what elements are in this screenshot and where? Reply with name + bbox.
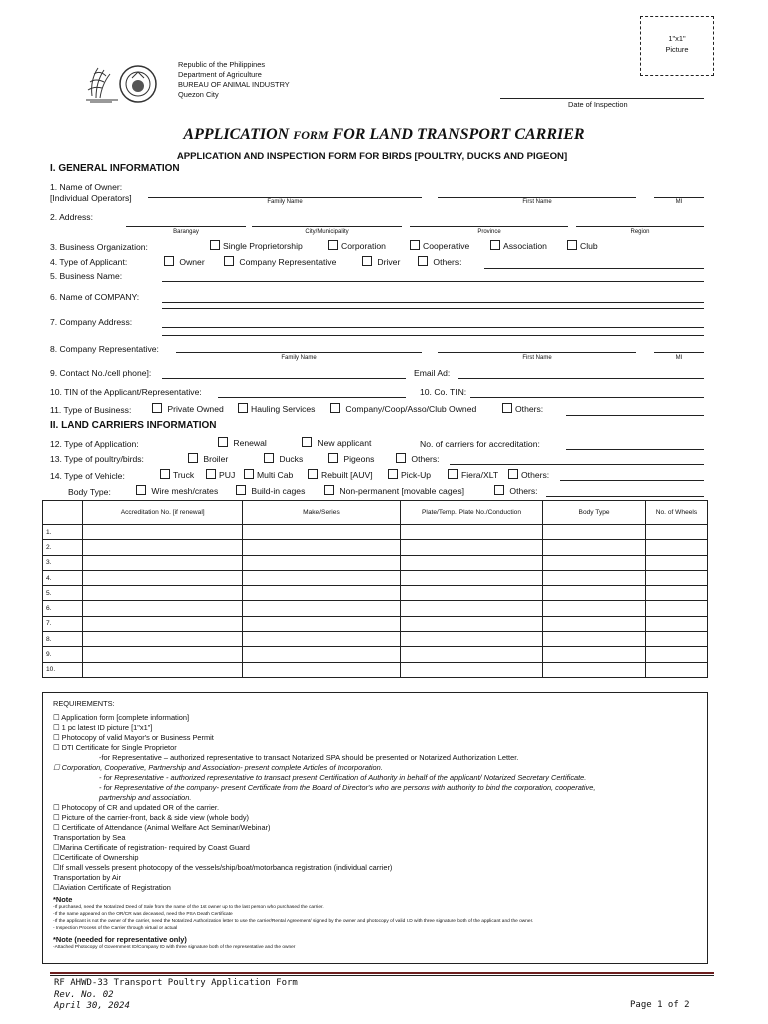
- owner-mi-field[interactable]: [654, 197, 704, 198]
- checkbox-icon: [328, 453, 338, 463]
- owner-name-sublabel: [Individual Operators]: [50, 193, 132, 203]
- form-title: APPLICATION FORM FOR LAND TRANSPORT CARRIER: [183, 126, 585, 143]
- table-row: [43, 525, 708, 540]
- note-heading: *Note: [53, 895, 73, 904]
- poultry-type-label: 13. Type of poultry/birds:: [50, 454, 144, 464]
- req-item: ☐ Photocopy of CR and updated OR of the carrier.: [53, 803, 220, 812]
- cell-make[interactable]: [243, 525, 401, 540]
- cell-wheels[interactable]: [645, 601, 707, 616]
- note-item: -If purchased, need the Notarized Deed of Sale from the name of the 1st owner up to the last person who purchased the carrier.: [53, 905, 324, 910]
- table-header-body: Body Type: [543, 501, 646, 525]
- table-header-index: [43, 501, 83, 525]
- vehicle-pickup[interactable]: Pick-Up: [388, 469, 431, 480]
- checkbox-icon: [264, 453, 274, 463]
- city-caption: City/Municipality: [305, 229, 349, 235]
- cell-accreditation[interactable]: [83, 647, 243, 662]
- date-of-inspection-line[interactable]: [500, 98, 704, 99]
- row-number: 5.: [43, 586, 83, 601]
- checkbox-icon: [448, 469, 458, 479]
- num-carriers-field[interactable]: [566, 449, 704, 450]
- business-name-label: 5. Business Name:: [50, 271, 123, 281]
- checkbox-icon: [308, 469, 318, 479]
- poultry-others-field[interactable]: [450, 464, 704, 465]
- applicant-owner[interactable]: Owner: [164, 256, 205, 267]
- cell-body[interactable]: [543, 632, 646, 647]
- cell-body[interactable]: [543, 662, 646, 677]
- cell-accreditation[interactable]: [83, 555, 243, 570]
- body-others-field[interactable]: [546, 496, 704, 497]
- cell-make[interactable]: [243, 586, 401, 601]
- poultry-ducks[interactable]: Ducks: [264, 453, 303, 464]
- vehicle-rebuilt[interactable]: Rebuilt [AUV]: [308, 469, 373, 480]
- republic-text: Republic of the Philippines: [178, 60, 266, 69]
- body-non-permanent[interactable]: Non-permanent [movable cages]: [324, 485, 464, 496]
- department-text: Department of Agriculture: [178, 70, 262, 79]
- business-others[interactable]: Others:: [502, 403, 543, 414]
- row-number: 7.: [43, 616, 83, 631]
- checkbox-icon: [236, 485, 246, 495]
- land-carriers-heading: II. LAND CARRIERS INFORMATION: [50, 420, 217, 431]
- row-number: 3.: [43, 555, 83, 570]
- table-header-plate: Plate/Temp. Plate No./Conduction: [400, 501, 542, 525]
- checkbox-icon: [502, 403, 512, 413]
- req-item: ☐ DTI Certificate for Single Proprietor: [53, 743, 177, 752]
- cell-wheels[interactable]: [645, 616, 707, 631]
- checkbox-icon: [136, 485, 146, 495]
- applicant-type-label: 4. Type of Applicant:: [50, 257, 128, 267]
- cell-plate[interactable]: [400, 632, 542, 647]
- table-row: [43, 616, 708, 631]
- cell-accreditation[interactable]: [83, 616, 243, 631]
- owner-first-name-field[interactable]: [438, 197, 636, 198]
- owner-family-name-field[interactable]: [148, 197, 422, 198]
- company-address-field[interactable]: [162, 327, 704, 328]
- tin-field[interactable]: [218, 397, 406, 398]
- req-item: ☐ 1 pc latest ID picture [1"x1"]: [53, 723, 153, 732]
- checkbox-icon: [218, 437, 228, 447]
- vehicle-type-label: 14. Type of Vehicle:: [50, 471, 125, 481]
- vehicle-puj[interactable]: PUJ: [206, 469, 235, 480]
- footer-rev: Rev. No. 02: [54, 990, 114, 1000]
- note-item: - Inspection Process of the Carrier through virtual or actual: [53, 926, 178, 931]
- cell-wheels[interactable]: [645, 647, 707, 662]
- vehicle-multicab[interactable]: Multi Cab: [244, 469, 293, 480]
- cell-wheels[interactable]: [645, 570, 707, 585]
- business-org-label: 3. Business Organization:: [50, 242, 148, 252]
- requirements-heading: REQUIREMENTS:: [53, 699, 115, 708]
- cell-body[interactable]: [543, 647, 646, 662]
- checkbox-icon: [188, 453, 198, 463]
- req-item: ☐ Certificate of Attendance (Animal Welfare Act Seminar/Webinar): [53, 823, 271, 832]
- cell-plate[interactable]: [400, 662, 542, 677]
- table-row: [43, 570, 708, 585]
- footer-divider: [50, 972, 714, 974]
- vehicle-fiera[interactable]: Fiera/XLT: [448, 469, 498, 480]
- owner-family-name-caption: Family Name: [267, 199, 303, 205]
- cell-body[interactable]: [543, 586, 646, 601]
- picture-box[interactable]: [640, 16, 714, 76]
- cell-plate[interactable]: [400, 586, 542, 601]
- picture-size: 1"x1": [668, 34, 686, 43]
- checkbox-icon: [494, 485, 504, 495]
- org-club[interactable]: Club: [567, 240, 598, 251]
- application-new[interactable]: New applicant: [302, 437, 371, 448]
- org-association[interactable]: Association: [490, 240, 547, 251]
- checkbox-icon: [418, 256, 428, 266]
- req-item: -for Representative – authorized representative to transact Notarized SPA should be presented or Notarized Authorization Letter.: [99, 753, 519, 762]
- req-item: - for Representative - authorized representative to transact present Certification of Authority in behalf of the applicant/ Notarized Secretary Certificate.: [99, 773, 587, 782]
- region-field[interactable]: [576, 226, 704, 227]
- contact-field[interactable]: [162, 378, 406, 379]
- note2-item: -Attached Photocopy of Government ID/Company ID with three signature both of the representative and the owner: [53, 945, 296, 950]
- note-item: -If the name appeared on the OR/CR was deceased, need the PSA Death Certificate: [53, 912, 233, 917]
- cell-make[interactable]: [243, 601, 401, 616]
- checkbox-icon: [328, 240, 338, 250]
- company-address-label: 7. Company Address:: [50, 317, 133, 327]
- rep-first-name-caption: First Name: [522, 355, 552, 361]
- cell-make[interactable]: [243, 570, 401, 585]
- owner-mi-caption: MI: [675, 199, 683, 205]
- checkbox-icon: [388, 469, 398, 479]
- poultry-others[interactable]: Others:: [396, 453, 440, 464]
- table-row: [43, 540, 708, 555]
- rep-mi-caption: MI: [675, 355, 683, 361]
- vehicle-others-field[interactable]: [560, 480, 704, 481]
- checkbox-icon: [206, 469, 216, 479]
- row-number: 10.: [43, 662, 83, 677]
- checkbox-icon: [362, 256, 372, 266]
- cell-wheels[interactable]: [645, 632, 707, 647]
- contact-label: 9. Contact No./cell phone]:: [50, 368, 152, 378]
- picture-label: Picture: [665, 45, 689, 54]
- req-item: ☐If small vessels present photocopy of the vessels/ship/boat/motorbanca registration (individual carrier): [53, 863, 393, 872]
- owner-first-name-caption: First Name: [522, 199, 552, 205]
- req-item: ☐ Corporation, Cooperative, Partnership and Association- present complete Articles of Incorporation.: [53, 763, 383, 772]
- form-subtitle: APPLICATION AND INSPECTION FORM FOR BIRDS [POULTRY, DUCKS AND PIGEON]: [176, 151, 568, 162]
- co-tin-field[interactable]: [470, 397, 704, 398]
- cell-plate[interactable]: [400, 601, 542, 616]
- body-type-label: Body Type:: [68, 487, 111, 497]
- city-field[interactable]: [252, 226, 402, 227]
- row-number: 8.: [43, 632, 83, 647]
- rep-family-name-field[interactable]: [176, 352, 422, 353]
- org-corporation[interactable]: Corporation: [328, 240, 386, 251]
- vehicle-truck[interactable]: Truck: [160, 469, 194, 480]
- table-header-accreditation: Accreditation No. [if renewal]: [83, 501, 243, 525]
- bai-logo: [84, 60, 164, 106]
- company-rep-label: 8. Company Representative:: [50, 344, 159, 354]
- cell-make[interactable]: [243, 662, 401, 677]
- general-info-heading: I. GENERAL INFORMATION: [50, 163, 180, 174]
- bai-seal-icon: [84, 60, 164, 106]
- cell-body[interactable]: [543, 525, 646, 540]
- table-row: [43, 586, 708, 601]
- req-item: ☐Certificate of Ownership: [53, 853, 139, 862]
- cell-accreditation[interactable]: [83, 601, 243, 616]
- email-field[interactable]: [458, 378, 704, 379]
- body-others[interactable]: Others:: [494, 485, 538, 496]
- owner-name-label: 1. Name of Owner:: [50, 182, 123, 192]
- business-hauling[interactable]: Hauling Services: [238, 403, 315, 414]
- checkbox-icon: [396, 453, 406, 463]
- cell-make[interactable]: [243, 616, 401, 631]
- date-of-inspection-label: Date of Inspection: [568, 100, 628, 109]
- business-name-field[interactable]: [162, 281, 704, 282]
- cell-wheels[interactable]: [645, 555, 707, 570]
- cell-body[interactable]: [543, 601, 646, 616]
- checkbox-icon: [302, 437, 312, 447]
- checkbox-icon: [490, 240, 500, 250]
- cell-accreditation[interactable]: [83, 632, 243, 647]
- row-number: 6.: [43, 601, 83, 616]
- org-cooperative[interactable]: Cooperative: [410, 240, 469, 251]
- req-item: ☐ Photocopy of valid Mayor's or Business Permit: [53, 733, 214, 742]
- city-text: Quezon City: [178, 90, 219, 99]
- table-row: [43, 632, 708, 647]
- barangay-field[interactable]: [126, 226, 246, 227]
- footer-date: April 30, 2024: [54, 1001, 130, 1011]
- req-item: ☐Marina Certificate of registration- required by Coast Guard: [53, 843, 250, 852]
- applicant-company-rep[interactable]: Company Representative: [224, 256, 336, 267]
- checkbox-icon: [324, 485, 334, 495]
- req-subheading: Transportation by Air: [53, 873, 121, 882]
- company-name-label: 6. Name of COMPANY:: [50, 292, 140, 302]
- requirements-box: [42, 692, 708, 964]
- cell-accreditation[interactable]: [83, 570, 243, 585]
- checkbox-icon: [330, 403, 340, 413]
- cell-body[interactable]: [543, 616, 646, 631]
- company-name-field[interactable]: [162, 302, 704, 303]
- cell-plate[interactable]: [400, 540, 542, 555]
- req-item: - for Representative of the company- present Certificate from the Board of Director's who are persons with authority to bind the corporation, cooperative,: [99, 783, 596, 792]
- checkbox-icon: [210, 240, 220, 250]
- req-item: ☐ Application form [complete information]: [53, 713, 190, 722]
- business-private-owned[interactable]: Private Owned: [152, 403, 224, 414]
- checkbox-icon: [410, 240, 420, 250]
- cell-make[interactable]: [243, 632, 401, 647]
- cell-body[interactable]: [543, 540, 646, 555]
- application-type-label: 12. Type of Application:: [50, 439, 139, 449]
- checkbox-icon: [508, 469, 518, 479]
- business-others-field[interactable]: [566, 415, 704, 416]
- cell-wheels[interactable]: [645, 525, 707, 540]
- poultry-broiler[interactable]: Broiler: [188, 453, 228, 464]
- barangay-caption: Barangay: [173, 229, 199, 235]
- cell-body[interactable]: [543, 570, 646, 585]
- company-address-field-2[interactable]: [162, 335, 704, 336]
- note-item: -If the applicant is not the owner of the carrier, need the Notarized Authorization letter to use the carrier/Rental Agreement/ signed by the owner and photocopy of valid I.D with three signature both of the applicant and the owner.: [53, 919, 534, 924]
- checkbox-icon: [160, 469, 170, 479]
- footer-form-code: RF AHWD-33 Transport Poultry Application Form: [54, 978, 298, 988]
- cell-body[interactable]: [543, 555, 646, 570]
- table-row: [43, 647, 708, 662]
- cell-plate[interactable]: [400, 525, 542, 540]
- table-header-wheels: No. of Wheels: [645, 501, 707, 525]
- row-number: 4.: [43, 570, 83, 585]
- applicant-driver[interactable]: Driver: [362, 256, 400, 267]
- vehicle-others[interactable]: Others:: [508, 469, 549, 480]
- req-item: ☐Aviation Certificate of Registration: [53, 883, 171, 892]
- table-header-make: Make/Series: [243, 501, 401, 525]
- checkbox-icon: [238, 403, 248, 413]
- agency-header: [178, 60, 290, 100]
- cell-wheels[interactable]: [645, 540, 707, 555]
- region-caption: Region: [630, 229, 650, 235]
- body-wire-mesh[interactable]: Wire mesh/crates: [136, 485, 218, 496]
- req-item: ☐ Picture of the carrier-front, back & side view (whole body): [53, 813, 249, 822]
- co-tin-label: 10. Co. TIN:: [420, 387, 467, 397]
- rep-first-name-field[interactable]: [438, 352, 636, 353]
- cell-plate[interactable]: [400, 647, 542, 662]
- cell-accreditation[interactable]: [83, 662, 243, 677]
- cell-make[interactable]: [243, 647, 401, 662]
- cell-wheels[interactable]: [645, 586, 707, 601]
- table-header-row: [43, 501, 708, 525]
- email-label: Email Ad:: [414, 368, 451, 378]
- footer-divider-thin: [50, 975, 714, 976]
- checkbox-icon: [567, 240, 577, 250]
- cell-plate[interactable]: [400, 555, 542, 570]
- checkbox-icon: [224, 256, 234, 266]
- carrier-table: [42, 500, 708, 678]
- req-item: partnership and association.: [99, 793, 192, 802]
- num-carriers-label: No. of carriers for accreditation:: [420, 439, 540, 449]
- cell-wheels[interactable]: [645, 662, 707, 677]
- application-renewal[interactable]: Renewal: [218, 437, 267, 448]
- address-label: 2. Address:: [50, 212, 93, 222]
- cell-accreditation[interactable]: [83, 540, 243, 555]
- province-caption: Province: [477, 229, 501, 235]
- checkbox-icon: [244, 469, 254, 479]
- note2-heading: *Note (needed for representative only): [53, 935, 187, 944]
- req-subheading: Transportation by Sea: [53, 833, 126, 842]
- row-number: 2.: [43, 540, 83, 555]
- company-name-field-2[interactable]: [162, 308, 704, 309]
- cell-make[interactable]: [243, 540, 401, 555]
- checkbox-icon: [152, 403, 162, 413]
- rep-mi-field[interactable]: [654, 352, 704, 353]
- poultry-pigeons[interactable]: Pigeons: [328, 453, 374, 464]
- cell-accreditation[interactable]: [83, 525, 243, 540]
- checkbox-icon: [164, 256, 174, 266]
- applicant-others-field[interactable]: [484, 268, 704, 269]
- cell-make[interactable]: [243, 555, 401, 570]
- table-row: [43, 601, 708, 616]
- table-row: [43, 662, 708, 677]
- org-single-proprietorship[interactable]: Single Proprietorship: [210, 240, 303, 251]
- cell-accreditation[interactable]: [83, 586, 243, 601]
- body-build-in[interactable]: Build-in cages: [236, 485, 305, 496]
- rep-family-name-caption: Family Name: [281, 355, 317, 361]
- row-number: 1.: [43, 525, 83, 540]
- business-company-owned[interactable]: Company/Coop/Asso/Club Owned: [330, 403, 476, 414]
- bureau-text: BUREAU OF ANIMAL INDUSTRY: [178, 80, 290, 89]
- cell-plate[interactable]: [400, 570, 542, 585]
- table-row: [43, 555, 708, 570]
- tin-label: 10. TIN of the Applicant/Representative:: [50, 387, 202, 397]
- business-type-label: 11. Type of Business:: [50, 405, 132, 415]
- applicant-others[interactable]: Others:: [418, 256, 462, 267]
- row-number: 9.: [43, 647, 83, 662]
- footer-page: Page 1 of 2: [630, 1000, 690, 1010]
- province-field[interactable]: [410, 226, 568, 227]
- cell-plate[interactable]: [400, 616, 542, 631]
